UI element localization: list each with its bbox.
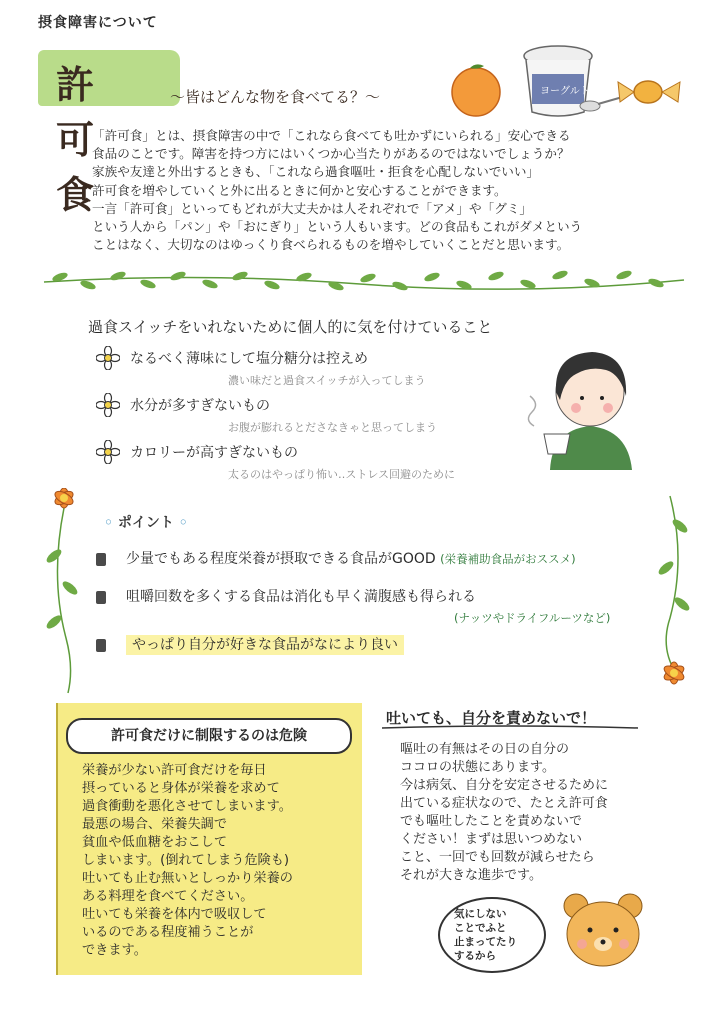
intro-line: 許可食を増やしていくと外に出るときに何かと安心することができます。 (92, 182, 507, 198)
warning-line: いるのである程度補うことが (82, 925, 254, 940)
intro-line: 家族や友達と外出するときも、「これなら過食嘔吐・拒食を心配しないでいい」 (92, 164, 540, 180)
encourage-line: 嘔吐の有無はその日の自分の (400, 742, 570, 757)
intro-line: 一言「許可食」といってもどれが大丈夫かは人それぞれで「アメ」や「グミ」 (92, 200, 533, 216)
flower-icon (96, 346, 120, 370)
intro-line: 「許可食」とは、摂食障害の中で「これなら食べても吐かずにいられる」安心できる (92, 128, 571, 143)
point-item (96, 548, 576, 568)
encourage-line: それが大きな進歩です。 (400, 868, 542, 883)
warning-line: しまいます。(倒れてしまう危険も) (82, 853, 290, 868)
warning-title: 許可食だけに制限するのは危険 (66, 718, 352, 754)
warning-line: 摂っていると身体が栄養を求めて (82, 781, 280, 796)
point-note: (ナッツやドライフルーツなど) (454, 611, 611, 625)
point-text: 少量でもある程度栄養が摂取できる食品がGOOD (126, 551, 436, 567)
point-marker-icon: ◦ (178, 515, 188, 531)
intro-line: 食品のことです。障害を持つ方にはいくつか心当たりがあるのではないでしょうか？ (92, 146, 570, 162)
intro-line: という人から「パン」や「おにぎり」という人もいます。どの食品もこれがダメという (92, 219, 583, 235)
bubble-line: 気にしない (454, 908, 507, 920)
bubble-line: するから (454, 950, 496, 962)
encourage-line: 今は病気、自分を安定させるために (400, 778, 609, 793)
bullet-icon (96, 639, 106, 652)
bullet-icon (96, 553, 106, 566)
point-marker-icon: ◦ (104, 515, 113, 531)
bubble-line: ことでふと (454, 922, 507, 934)
orange-flower-icon (53, 488, 75, 508)
bullet-icon (96, 591, 106, 604)
yogurt-label: ヨーグルト (540, 86, 590, 97)
bubble-line: 止まってたり (454, 936, 517, 948)
flower-icon (96, 393, 120, 417)
candy-icon (618, 81, 680, 103)
tips-heading: 過食スイッチをいれないために個人的に気を付けていること (88, 318, 493, 336)
point-text-highlighted: やっぱり自分が好きな食品がなにより良い (126, 635, 404, 655)
encourage-text (400, 741, 608, 885)
encourage-line: こと、一回でも回数が減らせたら (400, 850, 595, 865)
tip-sub: お腹が膨れるとださなきゃと思ってしまう (228, 421, 437, 434)
section-label: 摂食障害について (38, 15, 158, 31)
warning-line: ある料理を食べてください。 (82, 889, 254, 904)
encourage-line: ココロの状態にあります。 (400, 760, 555, 775)
encourage-title: 吐いても、自分を責めないで！ (386, 709, 597, 727)
speech-bubble-text (454, 907, 517, 963)
warning-text (82, 762, 358, 960)
warning-line: 吐いても栄養を体内で吸収して (82, 907, 267, 922)
page-title: 許可食 (56, 62, 97, 217)
warning-line: できます。 (82, 943, 147, 958)
warning-line: 最悪の場合、栄養失調で (82, 817, 228, 832)
tip-main: カロリーが高すぎないもの (130, 445, 298, 461)
flower-icon (96, 440, 120, 464)
point-note: (栄養補助食品がおススメ) (440, 552, 576, 566)
point-heading (104, 512, 188, 532)
tip-sub: 濃い味だと過食スイッチが入ってしまう (228, 374, 426, 387)
orange-flower-icon (662, 662, 686, 684)
tip-sub: 太るのはやっぱり怖い‥ストレス回避のために (228, 468, 456, 481)
food-illustration (440, 40, 690, 120)
point-item (96, 634, 404, 654)
point-heading-text: ポイント (117, 515, 174, 531)
intro-text (92, 127, 652, 254)
intro-line: ことはなく、大切なのはゆっくり食べられるものを増やしていくことだと思います。 (92, 237, 570, 253)
tip-main: なるべく薄味にして塩分糖分は控えめ (130, 351, 368, 367)
orange-icon (452, 64, 500, 116)
girl-with-tea-illustration (510, 330, 660, 470)
warning-line: 過食衝動を悪化させてしまいます。 (82, 799, 292, 814)
tip-main: 水分が多すぎないもの (130, 398, 270, 414)
encourage-line: 出ている症状なので、たとえ許可食 (400, 796, 608, 811)
point-item (96, 586, 476, 606)
warning-line: 吐いても止む無いとしっかり栄養の (82, 871, 293, 886)
bear-icon (558, 890, 648, 970)
leaf-vine-divider (40, 266, 688, 296)
encourage-line: ください！まずは思いつめない (400, 832, 583, 847)
spoon-icon (580, 96, 626, 111)
warning-line: 栄養が少ない許可食だけを毎日 (82, 763, 267, 778)
page-subtitle: 〜皆はどんな物を食べてる？〜 (170, 88, 381, 106)
point-text: 咀嚼回数を多くする食品は消化も早く満腹感も得られる (126, 589, 476, 605)
warning-line: 貧血や低血糖をおこして (82, 835, 228, 850)
encourage-line: でも嘔吐したことを責めないで (400, 814, 583, 829)
